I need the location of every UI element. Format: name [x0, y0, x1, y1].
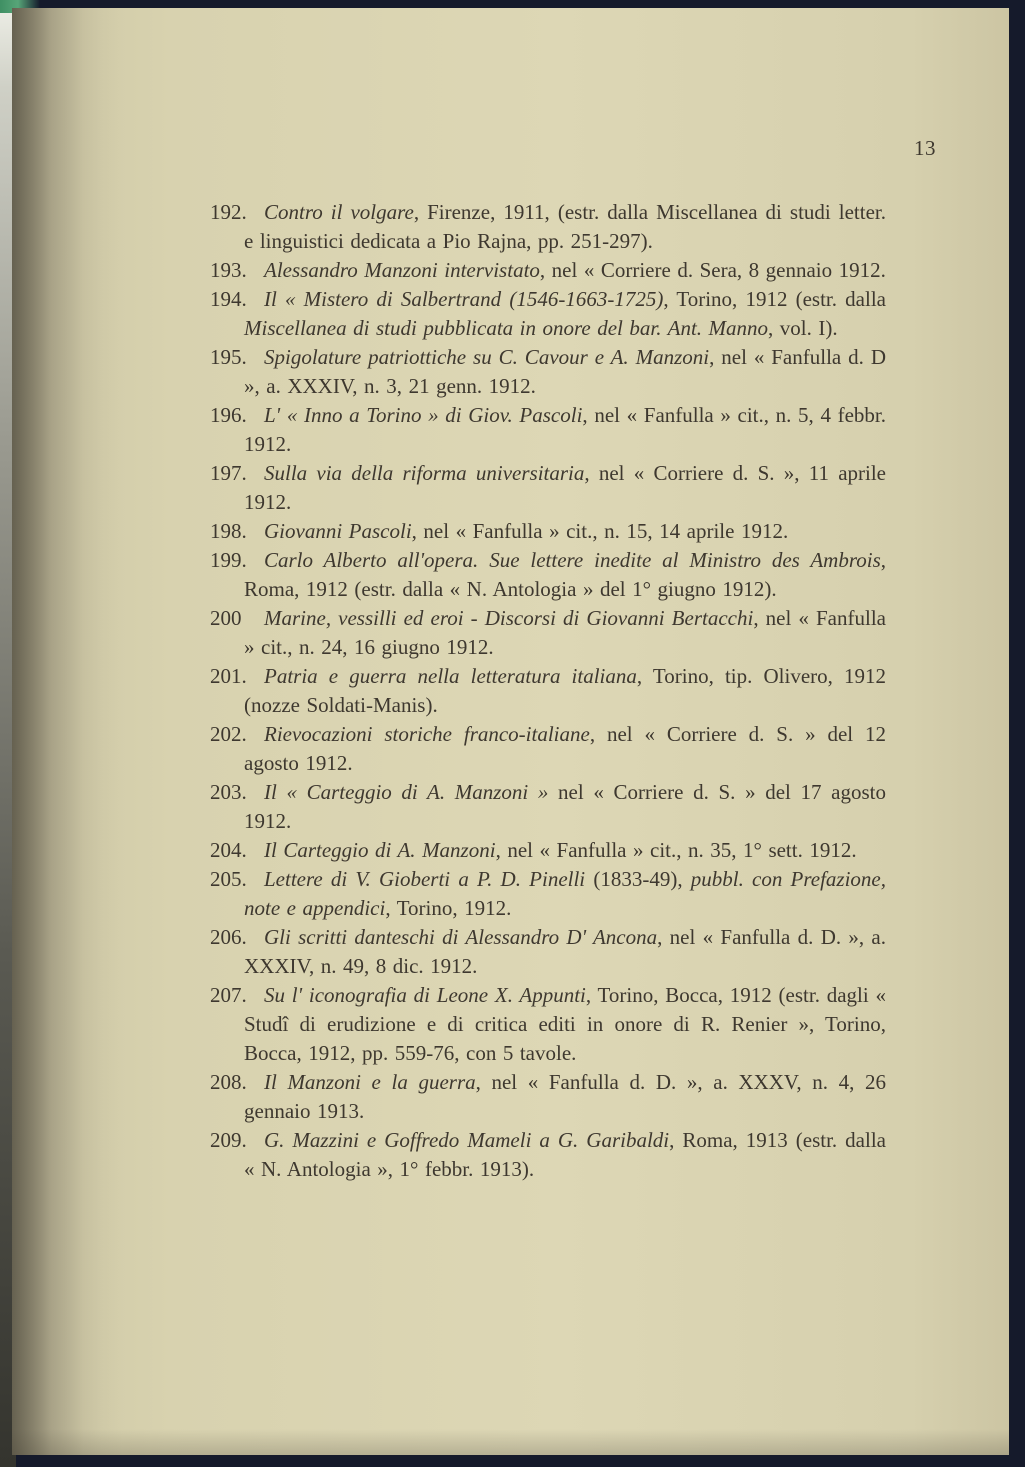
entry-detail: , nel « Corriere d. Sera, 8 gennaio 1912. [539, 258, 886, 282]
bibliography-entry [210, 865, 886, 923]
bibliography-list [210, 198, 886, 1184]
entry-detail: , nel « Corriere d. S. » del 12 agosto 1912. [244, 722, 886, 775]
bibliography-entry [210, 1126, 886, 1184]
entry-number: 192. [210, 200, 247, 224]
bibliography-entry [210, 836, 886, 865]
entry-title: Lettere di V. Gioberti a P. D. Pinelli [264, 867, 586, 891]
entry-detail: , Torino, tip. Olivero, 1912 (nozze Soldati-Manis). [244, 664, 887, 717]
bibliography-entry [210, 923, 886, 981]
entry-number: 207. [210, 983, 247, 1007]
entry-title: Marine, vessilli ed eroi - Discorsi di Giovanni Bertacchi [264, 606, 754, 630]
entry-title: Miscellanea di studi pubblicata in onore del bar. Ant. Manno [244, 316, 769, 340]
entry-number: 208. [210, 1070, 247, 1094]
entry-title: Contro il volgare [264, 200, 414, 224]
bibliography-entry [210, 1068, 886, 1126]
entry-title: Carlo Alberto all'opera. Sue lettere inedite al Ministro des Ambrois [264, 548, 881, 572]
entry-detail: , nel « Fanfulla d. D », a. XXXIV, n. 3, 21 genn. 1912. [244, 345, 886, 398]
entry-number: 209. [210, 1128, 247, 1152]
entry-detail: , Roma, 1912 (estr. dalla « N. Antologia » del 1° giugno 1912). [244, 548, 886, 601]
entry-title: Alessandro Manzoni intervistato [264, 258, 540, 282]
entry-detail: , Roma, 1913 (estr. dalla « N. Antologia », 1° febbr. 1913). [244, 1128, 886, 1181]
bibliography-entry [210, 256, 886, 285]
entry-number: 203. [210, 780, 247, 804]
entry-title: Il « Carteggio di A. Manzoni » [264, 780, 549, 804]
entry-title: Il Manzoni e la guerra [264, 1070, 476, 1094]
entry-detail: , Firenze, 1911, (estr. dalla Miscellanea di studi letter. e linguistici dedicata a Pio Rajna, pp. 251-297). [244, 200, 887, 253]
entry-title: Gli scritti danteschi di Alessandro D' Ancona [264, 925, 658, 949]
entry-title: pubbl. con Prefazione, note e appendici [244, 867, 886, 920]
entry-title: L' « Inno a Torino » di Giov. Pascoli [264, 403, 583, 427]
entry-detail: , nel « Fanfulla » cit., n. 5, 4 febbr. 1912. [244, 403, 886, 456]
entry-detail: , nel « Fanfulla d. D. », a. XXXV, n. 4, 26 gennaio 1913. [244, 1070, 886, 1123]
entry-number: 193. [210, 258, 247, 282]
page-number: 13 [914, 136, 936, 160]
entry-detail: , nel « Corriere d. S. », 11 aprile 1912. [244, 461, 887, 514]
bibliography-entry [210, 401, 886, 459]
entry-title: Patria e guerra nella letteratura italiana [264, 664, 637, 688]
entry-number: 195. [210, 345, 247, 369]
bibliography-entry [210, 459, 886, 517]
entry-number: 199. [210, 548, 247, 572]
bibliography-entry [210, 778, 886, 836]
bibliography-entry [210, 198, 886, 256]
entry-title: G. Mazzini e Goffredo Mameli a G. Garibaldi [264, 1128, 670, 1152]
bibliography-entry [210, 981, 886, 1068]
entry-title: Giovanni Pascoli [264, 519, 412, 543]
entry-detail: , Torino, 1912 (estr. dalla [663, 287, 886, 311]
entry-number: 194. [210, 287, 247, 311]
bibliography-entry [210, 662, 886, 720]
entry-title: Su l' iconografia di Leone X. Appunti [264, 983, 586, 1007]
bibliography-entry [210, 343, 886, 401]
entry-title: Il Carteggio di A. Manzoni [264, 838, 496, 862]
entry-detail: , Torino, 1912. [385, 896, 512, 920]
bibliography-entry [210, 720, 886, 778]
entry-detail: (1833-49), [585, 867, 691, 891]
entry-detail: , nel « Fanfulla » cit., n. 24, 16 giugno 1912. [244, 606, 886, 659]
entry-title: Sulla via della riforma universitaria [264, 461, 585, 485]
entry-detail: , nel « Fanfulla d. D. », a. XXXIV, n. 49, 8 dic. 1912. [244, 925, 887, 978]
entry-title: Rievocazioni storiche franco-italiane [264, 722, 590, 746]
entry-detail: , Torino, Bocca, 1912 (estr. dagli « Studî di erudizione e di critica editi in onore di R. Renier », Torino, Bocca, 1912, pp. 559-76, con 5 tavole. [244, 983, 886, 1065]
entry-number: 197. [210, 461, 247, 485]
entry-number: 200 [210, 606, 242, 630]
entry-number: 204. [210, 838, 247, 862]
bibliography-entry [210, 517, 886, 546]
entry-title: Spigolature patriottiche su C. Cavour e A. Manzoni [264, 345, 710, 369]
entry-number: 196. [210, 403, 247, 427]
entry-number: 206. [210, 925, 247, 949]
entry-number: 198. [210, 519, 247, 543]
paper-page [12, 8, 1009, 1455]
bibliography-entry [210, 604, 886, 662]
entry-detail: , vol. I). [768, 316, 838, 340]
entry-detail: , nel « Fanfulla » cit., n. 35, 1° sett. 1912. [495, 838, 857, 862]
entry-detail: , nel « Fanfulla » cit., n. 15, 14 aprile 1912. [411, 519, 789, 543]
entry-title: Il « Mistero di Salbertrand (1546-1663-1725) [264, 287, 664, 311]
entry-number: 202. [210, 722, 247, 746]
bibliography-entry [210, 285, 886, 343]
entry-number: 201. [210, 664, 247, 688]
bibliography-entry [210, 546, 886, 604]
entry-detail: nel « Corriere d. S. » del 17 agosto 1912. [244, 780, 886, 833]
entry-number: 205. [210, 867, 247, 891]
